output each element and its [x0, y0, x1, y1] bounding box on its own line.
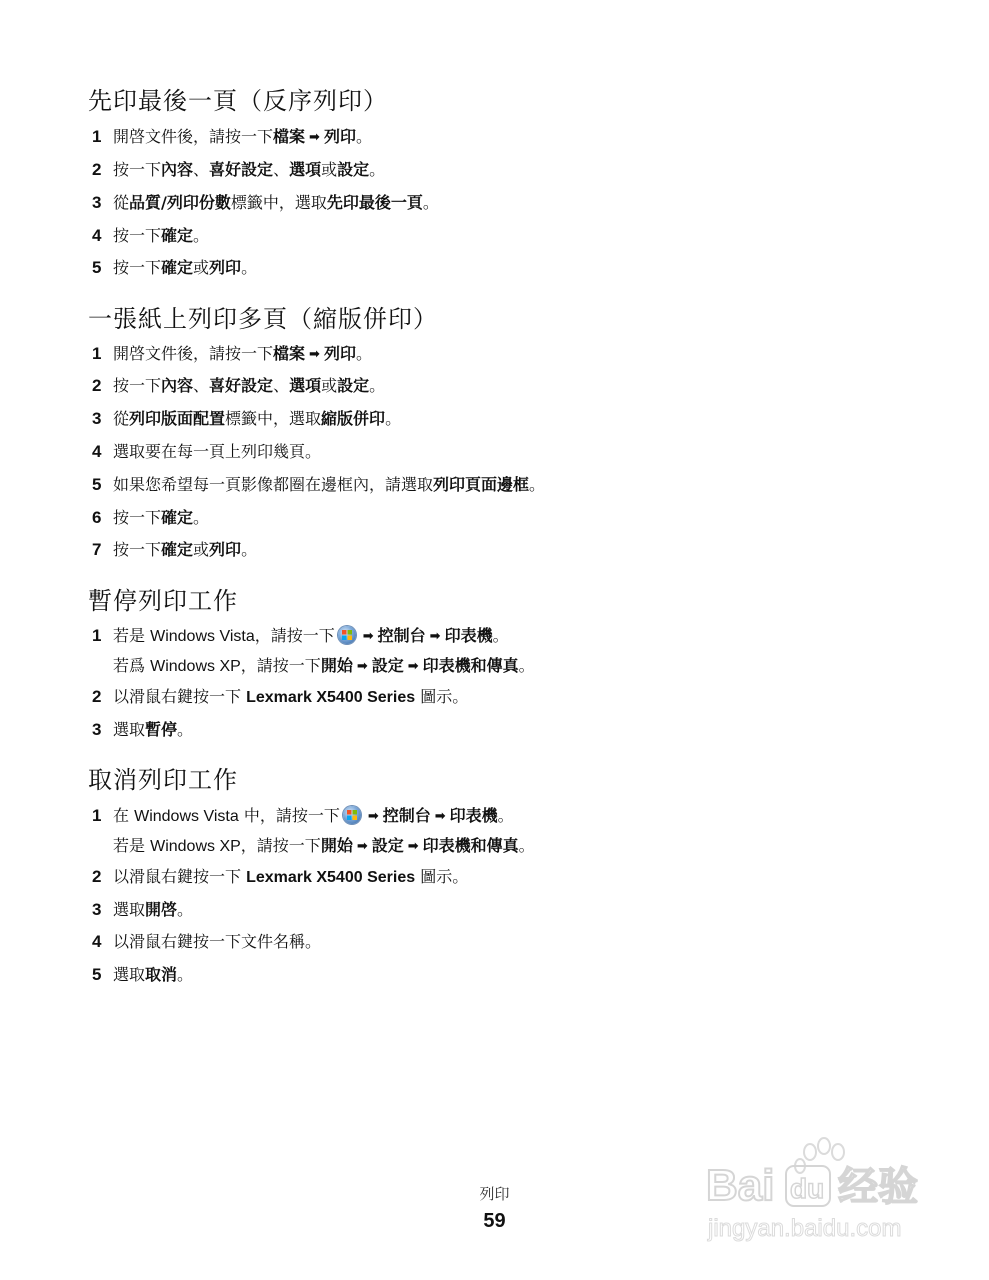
step-text: 。 — [241, 258, 258, 277]
step-text: 開啓文件後，請按一下 — [113, 127, 274, 146]
right-arrow-icon: ➡ — [407, 839, 419, 854]
menu-print: 列印 — [323, 127, 356, 146]
section-heading-pause-job: 暫停列印工作 — [88, 587, 238, 615]
step-5 — [92, 257, 257, 279]
step-text: 、 — [193, 160, 210, 179]
step-text: 或 — [321, 160, 338, 179]
button-print: 列印 — [209, 540, 242, 559]
step-text: 按一下 — [113, 226, 162, 245]
step-number: 2 — [92, 687, 102, 706]
menu-printers: 印表機 — [444, 626, 493, 645]
step-text: 、 — [193, 376, 210, 395]
step-number: 5 — [92, 475, 102, 494]
step-text: 以滑鼠右鍵按一下 — [113, 687, 247, 706]
step-text: 、 — [273, 376, 290, 395]
watermark-jingyan-text: 经验 — [838, 1164, 918, 1210]
step-text: ，請按一下 — [240, 836, 321, 855]
step-number: 4 — [92, 442, 102, 461]
step-text: 從 — [113, 193, 130, 212]
step-text: 按一下 — [113, 508, 162, 527]
menu-print: 列印 — [323, 344, 356, 363]
watermark-du-text: du — [790, 1173, 825, 1204]
step-2 — [92, 159, 385, 181]
tab-quality-copies: 品質/列印份數 — [129, 193, 231, 212]
step-number: 3 — [92, 409, 102, 428]
button-ok: 確定 — [161, 540, 194, 559]
step-text: 。 — [518, 656, 535, 675]
step-number: 3 — [92, 193, 102, 212]
option-options: 選項 — [289, 160, 322, 179]
step-text: 按一下 — [113, 258, 162, 277]
step-text: ，請按一下 — [240, 656, 321, 675]
step-text: ，請按一下 — [254, 626, 335, 645]
step-number: 5 — [92, 965, 102, 984]
step-sub-line — [113, 835, 535, 858]
step-7 — [92, 539, 257, 561]
step-text: 。 — [355, 344, 372, 363]
step-text: 以滑鼠右鍵按一下文件名稱。 — [113, 932, 322, 951]
option-n-up: 縮版併印 — [321, 409, 386, 428]
step-text: 在 — [113, 806, 135, 825]
step-2 — [92, 375, 385, 397]
step-text: 如果您希望每一頁影像都圈在邊框內，請選取 — [113, 475, 434, 494]
right-arrow-icon: ➡ — [309, 347, 320, 362]
step-text: 。 — [422, 193, 439, 212]
step-text: 。 — [369, 160, 386, 179]
option-preferences: 喜好設定 — [209, 160, 274, 179]
step-text: 選取 — [113, 900, 146, 919]
windows-start-orb-icon — [338, 626, 356, 644]
step-number: 2 — [92, 376, 102, 395]
option-setup: 設定 — [337, 376, 370, 395]
step-text: 選取要在每一頁上列印幾頁。 — [113, 442, 322, 461]
menu-settings: 設定 — [371, 836, 404, 855]
option-cancel: 取消 — [145, 965, 178, 984]
step-1 — [92, 126, 372, 149]
menu-control-panel: 控制台 — [382, 806, 431, 825]
step-number: 1 — [92, 806, 102, 825]
step-number: 3 — [92, 720, 102, 739]
step-4 — [92, 225, 209, 247]
step-text: 。 — [177, 900, 194, 919]
step-4 — [92, 441, 321, 463]
step-text: 從 — [113, 409, 130, 428]
menu-printers-and-faxes: 印表機和傳真 — [422, 836, 519, 855]
right-arrow-icon: ➡ — [362, 629, 374, 644]
os-name: Windows XP — [150, 838, 241, 855]
step-6 — [92, 507, 209, 529]
step-text: 。 — [369, 376, 386, 395]
step-4 — [92, 931, 321, 953]
right-arrow-icon: ➡ — [309, 130, 320, 145]
step-number: 2 — [92, 867, 102, 886]
right-arrow-icon: ➡ — [407, 659, 419, 674]
step-text: 。 — [177, 720, 194, 739]
step-3 — [92, 899, 193, 921]
step-2 — [92, 866, 468, 889]
step-sub-line — [113, 655, 535, 678]
section-heading-cancel-job: 取消列印工作 — [88, 766, 238, 794]
step-text: 。 — [518, 836, 535, 855]
watermark-baidu-text: Bai — [706, 1161, 775, 1210]
step-text: 按一下 — [113, 376, 162, 395]
printer-name: Lexmark X5400 Series — [246, 869, 416, 886]
step-text: 。 — [529, 475, 546, 494]
os-name: Windows Vista — [134, 808, 239, 825]
option-options: 選項 — [289, 376, 322, 395]
step-number: 1 — [92, 344, 102, 363]
page-number: 59 — [483, 1210, 506, 1232]
os-name: Windows Vista — [150, 628, 255, 645]
baidu-jingyan-watermark-logo — [700, 1130, 940, 1250]
button-ok: 確定 — [161, 258, 194, 277]
step-text: 或 — [193, 540, 210, 559]
step-number: 5 — [92, 258, 102, 277]
step-text: 選取 — [113, 965, 146, 984]
step-1 — [92, 625, 535, 678]
step-text: 按一下 — [113, 160, 162, 179]
step-text: 中，請按一下 — [238, 806, 340, 825]
step-1 — [92, 805, 535, 858]
tab-print-layout: 列印版面配置 — [129, 409, 226, 428]
step-text: 圖示。 — [415, 687, 469, 706]
menu-file: 檔案 — [273, 344, 306, 363]
option-properties: 內容 — [161, 160, 194, 179]
menu-file: 檔案 — [273, 127, 306, 146]
step-text: 若爲 — [113, 656, 151, 675]
step-text: 標籤中，選取 — [230, 193, 327, 212]
step-number: 7 — [92, 540, 102, 559]
option-setup: 設定 — [337, 160, 370, 179]
step-text: 若是 — [113, 836, 151, 855]
right-arrow-icon: ➡ — [356, 839, 368, 854]
option-open: 開啓 — [145, 900, 178, 919]
step-text: 按一下 — [113, 540, 162, 559]
step-text: 或 — [193, 258, 210, 277]
step-text: 或 — [321, 376, 338, 395]
step-number: 4 — [92, 932, 102, 951]
menu-start: 開始 — [320, 656, 353, 675]
step-number: 3 — [92, 900, 102, 919]
step-1 — [92, 343, 372, 366]
right-arrow-icon: ➡ — [429, 629, 441, 644]
step-number: 6 — [92, 508, 102, 527]
option-preferences: 喜好設定 — [209, 376, 274, 395]
step-text: 。 — [193, 226, 210, 245]
button-ok: 確定 — [161, 226, 194, 245]
section-heading-n-up: 一張紙上列印多頁（縮版併印） — [88, 305, 438, 333]
menu-printers-and-faxes: 印表機和傳真 — [422, 656, 519, 675]
option-properties: 內容 — [161, 376, 194, 395]
right-arrow-icon: ➡ — [434, 809, 446, 824]
button-print: 列印 — [209, 258, 242, 277]
step-2 — [92, 686, 468, 709]
step-number: 4 — [92, 226, 102, 245]
right-arrow-icon: ➡ — [367, 809, 379, 824]
step-5 — [92, 474, 545, 496]
step-text: 標籤中，選取 — [225, 409, 322, 428]
step-number: 2 — [92, 160, 102, 179]
step-text: 以滑鼠右鍵按一下 — [113, 867, 247, 886]
step-text: 選取 — [113, 720, 146, 739]
os-name: Windows XP — [150, 658, 241, 675]
step-text: 若是 — [113, 626, 151, 645]
printer-name: Lexmark X5400 Series — [246, 689, 416, 706]
step-text: 。 — [385, 409, 402, 428]
footer-chapter-label: 列印 — [479, 1185, 510, 1203]
right-arrow-icon: ➡ — [356, 659, 368, 674]
watermark-url-text: jingyan.baidu.com — [708, 1215, 902, 1242]
step-5 — [92, 964, 193, 986]
step-text: 。 — [497, 806, 514, 825]
windows-start-orb-icon — [343, 806, 361, 824]
menu-settings: 設定 — [371, 656, 404, 675]
step-text: 、 — [273, 160, 290, 179]
menu-printers: 印表機 — [449, 806, 498, 825]
menu-start: 開始 — [320, 836, 353, 855]
step-number: 1 — [92, 127, 102, 146]
section-heading-reverse-print: 先印最後一頁（反序列印） — [88, 87, 388, 115]
step-text: 。 — [177, 965, 194, 984]
step-3 — [92, 719, 193, 741]
option-pause: 暫停 — [145, 720, 178, 739]
step-3 — [92, 192, 439, 214]
step-number: 1 — [92, 626, 102, 645]
option-print-last-page-first: 先印最後一頁 — [326, 193, 423, 212]
menu-control-panel: 控制台 — [377, 626, 426, 645]
option-print-page-borders: 列印頁面邊框 — [433, 475, 530, 494]
button-ok: 確定 — [161, 508, 194, 527]
step-3 — [92, 408, 401, 430]
step-text: 。 — [355, 127, 372, 146]
step-text: 圖示。 — [415, 867, 469, 886]
step-text: 。 — [241, 540, 258, 559]
step-text: 。 — [492, 626, 509, 645]
step-text: 開啓文件後，請按一下 — [113, 344, 274, 363]
step-text: 。 — [193, 508, 210, 527]
